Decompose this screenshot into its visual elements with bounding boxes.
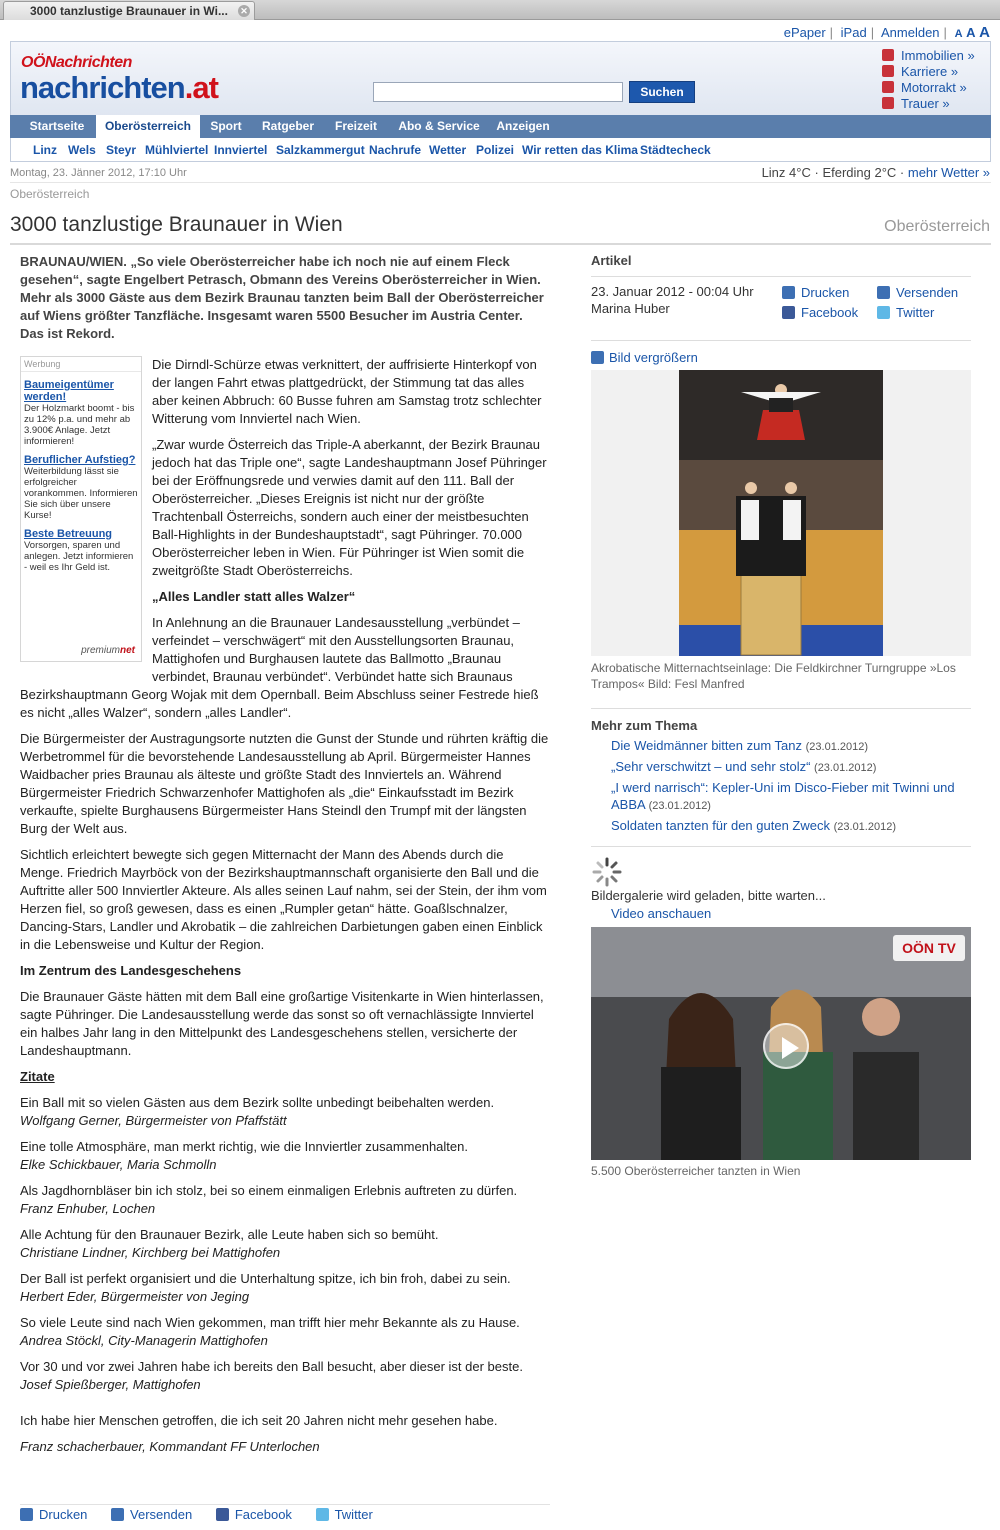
- quote-author: Christiane Lindner, Kirchberg bei Mattighofen: [20, 1245, 281, 1260]
- oon-tv-logo: OÖN TV: [893, 935, 965, 961]
- video-link[interactable]: Video anschauen: [611, 906, 712, 921]
- epaper-link[interactable]: ePaper: [783, 25, 826, 40]
- tab-close-icon[interactable]: ✕: [238, 5, 250, 17]
- login-link[interactable]: Anmelden: [881, 25, 940, 40]
- sub-nav: [10, 138, 991, 162]
- divider: [591, 340, 971, 341]
- person-icon: [882, 65, 894, 77]
- font-size-small-button[interactable]: A: [954, 28, 963, 40]
- browser-tab[interactable]: [3, 1, 255, 20]
- divider: [591, 846, 971, 847]
- divider: [10, 182, 991, 183]
- related-date: (23.01.2012): [648, 800, 711, 812]
- photo-caption: Akrobatische Mitternachtseinlage: Die Feldkirchner Turngruppe »Los Trampos« Bild: Fesl Manfred: [591, 661, 956, 691]
- related-date: (23.01.2012): [833, 821, 896, 833]
- share-col-2: [877, 283, 958, 323]
- related-date: (23.01.2012): [814, 762, 877, 774]
- nav-abo-service[interactable]: Abo & Service: [398, 119, 480, 133]
- house-icon: [882, 49, 894, 61]
- breadcrumb[interactable]: Oberösterreich: [10, 187, 90, 201]
- quote-author: Andrea Stöckl, City-Managerin Mattighofen: [20, 1333, 268, 1348]
- video-caption: 5.500 Oberösterreicher tanzten in Wien: [591, 1164, 801, 1178]
- article-subheading: Zitate: [20, 1069, 55, 1084]
- play-button[interactable]: [763, 1023, 809, 1069]
- dateline: Montag, 23. Jänner 2012, 17:10 Uhr: [10, 167, 187, 179]
- send-button[interactable]: Versenden: [111, 1507, 192, 1522]
- ad-title-link[interactable]: Beste Betreuung: [24, 528, 113, 540]
- share-bar-bottom: [20, 1504, 550, 1522]
- weather-city-1: Linz: [761, 165, 786, 180]
- logo-name: nachrichten: [20, 70, 185, 105]
- ipad-link[interactable]: iPad: [840, 25, 867, 40]
- article-info-head: Artikel: [591, 253, 632, 268]
- quote: [20, 1094, 550, 1130]
- twitter-button[interactable]: Twitter: [316, 1507, 373, 1522]
- font-size-large-button[interactable]: A: [979, 24, 990, 41]
- font-size-medium-button[interactable]: A: [966, 25, 976, 40]
- print-icon: [20, 1508, 33, 1521]
- article-paragraph: In Anlehnung an die Braunauer Landesausstellung „verbündet – verfeindet – verschwägert“ mit den Ausstellungsorten Braunau, Mattighofen und Burghausen lautete das Ballmotto „Braunau verbindet, Braunau verbündet“. Verbündet hatte sich Braunaus: [152, 615, 520, 684]
- list-item: [611, 779, 971, 815]
- share-col-1: [782, 283, 858, 323]
- ad-brand-logo: premiumnet: [81, 645, 135, 656]
- nav-anzeigen[interactable]: Anzeigen: [496, 119, 550, 133]
- quote-author: Herbert Eder, Bürgermeister von Jeging: [20, 1289, 250, 1304]
- subnav-wetter[interactable]: Wetter: [429, 143, 467, 157]
- subnav-staedtecheck[interactable]: Städtecheck: [640, 143, 711, 157]
- weather-city-2: Eferding: [822, 165, 871, 180]
- quote-text: Vor 30 und vor zwei Jahren habe ich bereits den Ball besucht, aber dieser ist der beste.: [20, 1359, 523, 1374]
- article-paragraph: Die Braunauer Gäste hätten mit dem Ball eine großartige Visitenkarte in Wien hinterlassen, sagte Pühringer. Die Landesausstellung werde das sonst so oft vernachlässigte Innviertel ein halbes Jahr lang in den Mittelpunkt des Landesgeschehens stellen, versicherte der Landeshauptmann.: [20, 989, 544, 1058]
- weather-bar: Linz 4°C · Eferding 2°C · mehr Wetter »: [761, 165, 990, 180]
- nav-startseite[interactable]: Startseite: [29, 119, 85, 133]
- nav-ratgeber[interactable]: Ratgeber: [261, 119, 314, 133]
- related-date: (23.01.2012): [805, 741, 869, 753]
- article-paragraph: Bezirkshauptmann Georg Wojak mit dem Opernball. Beim Abschluss seiner Festrede hieß es nicht „alles Walzer“, sondern „alles Landler“.: [20, 687, 539, 720]
- mail-icon: [877, 286, 890, 299]
- quote-text: Eine tolle Atmosphäre, man merkt richtig, wie die Innviertler zusammenhalten.: [20, 1139, 468, 1154]
- zoom-icon: [591, 351, 604, 364]
- send-button[interactable]: Versenden: [877, 283, 958, 303]
- more-weather-link[interactable]: mehr Wetter »: [907, 165, 990, 180]
- quote-text: Ich habe hier Menschen getroffen, die ich seit 20 Jahren nicht mehr gesehen habe.: [20, 1413, 498, 1428]
- subnav-polizei[interactable]: Polizei: [476, 143, 515, 157]
- trauer-link[interactable]: Trauer »: [901, 96, 950, 111]
- twitter-icon: [316, 1508, 329, 1521]
- print-icon: [782, 286, 795, 299]
- quote-author: Franz schacherbauer, Kommandant FF Unterlochen: [20, 1439, 320, 1454]
- related-link[interactable]: „Sehr verschwitzt – und sehr stolz“: [611, 759, 811, 774]
- quote-text: Alle Achtung für den Braunauer Bezirk, alle Leute haben sich so bemüht.: [20, 1227, 439, 1242]
- logo-oon[interactable]: OÖNachrichten: [21, 54, 132, 71]
- print-button[interactable]: Drucken: [782, 283, 858, 303]
- mail-icon: [111, 1508, 124, 1521]
- article-subheading: „Alles Landler statt alles Walzer“: [152, 589, 356, 604]
- enlarge-image-link[interactable]: Bild vergrößern: [591, 350, 698, 365]
- quote-author: Wolfgang Gerner, Bürgermeister von Pfaffstätt: [20, 1113, 287, 1128]
- ad-text: Vorsorgen, sparen und anlegen. Jetzt informieren - weil es Ihr Geld ist.: [24, 540, 134, 573]
- main-nav: [10, 115, 991, 138]
- quote: [20, 1358, 550, 1394]
- subnav-klima[interactable]: Wir retten das Klima: [522, 143, 638, 157]
- quote-text: Als Jagdhornbläser bin ich stolz, bei so einem einmaligen Erlebnis auftreten zu dürfen.: [20, 1183, 518, 1198]
- subnav-wels[interactable]: Wels: [68, 143, 96, 157]
- facebook-icon: [216, 1508, 229, 1521]
- subnav-nachrufe[interactable]: Nachrufe: [369, 143, 422, 157]
- list-item: [611, 737, 971, 756]
- quote-author: Franz Enhuber, Lochen: [20, 1201, 156, 1216]
- article-author: Marina Huber: [591, 301, 670, 316]
- search-input[interactable]: [373, 82, 623, 102]
- article-photo[interactable]: [591, 370, 971, 656]
- ad-title-link[interactable]: Baumeigentümer werden!: [24, 379, 114, 403]
- quote: [20, 1226, 550, 1262]
- weather-temp-2: 2°C: [874, 165, 897, 180]
- quote: [20, 1314, 550, 1350]
- karriere-link[interactable]: Karriere »: [901, 64, 959, 79]
- facebook-button[interactable]: Facebook: [216, 1507, 292, 1522]
- quote: [20, 1138, 550, 1174]
- related-head: Mehr zum Thema: [591, 718, 698, 733]
- car-icon: [882, 81, 894, 93]
- subnav-muehlviertel[interactable]: Mühlviertel: [145, 143, 209, 157]
- ad-item: [21, 454, 141, 521]
- nav-oberoesterreich[interactable]: Oberösterreich: [96, 115, 200, 139]
- logo-tld: .at: [184, 70, 218, 105]
- ad-box: [20, 356, 142, 662]
- related-list: [611, 737, 971, 838]
- top-links: ePaper | iPad | Anmelden | A A A: [783, 24, 990, 41]
- twitter-button[interactable]: Twitter: [877, 303, 958, 323]
- browser-tab-strip: [0, 0, 1000, 20]
- list-item: [611, 758, 971, 777]
- list-item: [611, 817, 971, 836]
- article-date: 23. Januar 2012 - 00:04 Uhr: [591, 284, 754, 299]
- divider: [10, 243, 991, 245]
- quote: [20, 1412, 550, 1456]
- quote-text: Der Ball ist perfekt organisiert und die Unterhaltung spitze, ich bin froh, dabei zu sein.: [20, 1271, 511, 1286]
- subnav-salzkammergut[interactable]: Salzkammergut: [276, 143, 365, 157]
- divider: [591, 276, 971, 277]
- twitter-icon: [877, 306, 890, 319]
- article-paragraph: „Zwar wurde Österreich das Triple-A aberkannt, der Bezirk Braunau jedoch hat das Triple one“, sagte Landeshauptmann Josef Pühringer bei der Eröffnungsrede und verwies damit auf den 111. Ball der Oberösterreicher. „Dieses Ereignis ist nicht nur der größte Trachtenball Österreichs, sondern auch einer der meistbesuchten Ball-Highlights in der Bundeshauptstadt“, sagt Pühringer. 70.000 Oberösterreicher leben in Wien. Für Pühringer ist Wien somit die zweitgrößte Stadt Oberösterreichs.: [152, 437, 547, 578]
- quote-author: Elke Schickbauer, Maria Schmolln: [20, 1157, 217, 1172]
- nav-freizeit[interactable]: Freizeit: [334, 119, 377, 133]
- facebook-icon: [782, 306, 795, 319]
- section-label: Oberösterreich: [884, 218, 990, 235]
- ad-text: Der Holzmarkt boomt - bis zu 12% p.a. und mehr ab 3.900€ Anlage. Jetzt informieren!: [24, 403, 135, 447]
- related-link[interactable]: Soldaten tanzten für den guten Zweck: [611, 818, 830, 833]
- subnav-linz[interactable]: Linz: [33, 143, 57, 157]
- page-title: 3000 tanzlustige Braunauer in Wien: [10, 213, 343, 236]
- site-header: [10, 41, 991, 116]
- facebook-button[interactable]: Facebook: [782, 303, 858, 323]
- quote-author: Josef Spießberger, Mattighofen: [20, 1377, 201, 1392]
- logo-nachrichten[interactable]: [20, 70, 218, 106]
- ad-item: [21, 379, 141, 447]
- quote-text: Ein Ball mit so vielen Gästen aus dem Bezirk sollte unbedingt beibehalten werden.: [20, 1095, 495, 1110]
- subnav-innviertel[interactable]: Innviertel: [214, 143, 268, 157]
- loading-spinner-icon: [591, 856, 623, 888]
- article-lead: BRAUNAU/WIEN. „So viele Oberösterreicher habe ich noch nie auf einem Fleck gesehen“, sagte Engelbert Petrasch, Obmann des Vereins Oberösterreicher in Wien. Mehr als 3000 Gäste aus dem Bezirk Braunau tanzten beim Ball der Oberösterreicher auf Wiens größter Tanzfläche. Insgesamt waren 5500 Besucher im Austria Center. Das ist Rekord.: [20, 254, 544, 341]
- ad-title-link[interactable]: Beruflicher Aufstieg?: [24, 454, 136, 466]
- tab-title: 3000 tanzlustige Braunauer in Wi...: [30, 4, 228, 18]
- ad-text: Weiterbildung lässt sie erfolgreicher vorankommen. Informieren Sie sich über unsere Kurse!: [24, 466, 138, 521]
- gallery-loading-text: Bildergalerie wird geladen, bitte warten...: [591, 888, 826, 903]
- print-button[interactable]: Drucken: [20, 1507, 87, 1522]
- related-link[interactable]: „I werd narrisch“: Kepler-Uni im Disco-Fieber mit Twinni und ABBA: [611, 780, 955, 812]
- quote: [20, 1270, 550, 1306]
- service-links: [882, 48, 975, 112]
- related-link[interactable]: Die Weidmänner bitten zum Tanz: [611, 738, 803, 753]
- article-meta: [591, 283, 754, 317]
- acrobatics-photo: [591, 370, 971, 656]
- play-icon: [765, 1025, 811, 1071]
- subnav-steyr[interactable]: Steyr: [106, 143, 137, 157]
- article-paragraph: Die Bürgermeister der Austragungsorte nutzten die Gunst der Stunde und rührten kräftig die Werbetrommel für die bevorstehende Landesausstellung ab April. Bürgermeister Hannes Waidbacher pries Braunau als älteste und größte Stadt des Innviertels an. Während Bürgermeister Friedrich Schwarzenhofer Mattighofen als „die“ Einkaufsstadt im Bezirk verkaufte, spielte Burghausens Bürgermeister Hans Steindl den Trumpf mit der längsten Burg der Welt aus.: [20, 731, 549, 836]
- article-subheading: Im Zentrum des Landesgeschehens: [20, 963, 242, 978]
- video-player[interactable]: [591, 927, 971, 1160]
- article-paragraph: Sichtlich erleichtert bewegte sich gegen Mitternacht der Mann des Abends durch die Menge. Friedrich Mayrböck von der Bezirkshauptmannschaft organisierte den Ball und die Auftritte aller 500 Innviertler Akteure. Als alles seinen Lauf nahm, sei der Stein, der ihm vom Herzen fiel, so groß gewesen, dass es einen „Rumpler getan“ hätte. Goaßlschnalzer, Dancing-Stars, Landler und Akrobatik – die zahlreichen Darbietungen gaben einen Einblick in die Lebensweise und Kultur der Region.: [20, 847, 547, 952]
- article-paragraph: Die Dirndl-Schürze etwas verknittert, der auffrisierte Hinterkopf von der langen Fahrt etwas plattgedrückt, der Stimmung tat das alles aber keinen Abbruch: 60 Busse fuhren am Samstag trotz schlechter Witterung vom Innviertel nach Wien.: [152, 357, 542, 426]
- quote-text: So viele Leute sind nach Wien gekommen, man trifft hier mehr Bekannte als zu Hause.: [20, 1315, 520, 1330]
- quote: [20, 1182, 550, 1218]
- search-button[interactable]: Suchen: [629, 81, 695, 103]
- notice-icon: [882, 97, 894, 109]
- ad-label: Werbung: [21, 357, 141, 372]
- motormarkt-link[interactable]: Motorrakt »: [901, 80, 967, 95]
- ad-item: [21, 528, 141, 573]
- divider: [591, 708, 971, 709]
- weather-temp-1: 4°C: [789, 165, 811, 180]
- nav-sport[interactable]: Sport: [210, 119, 242, 133]
- immobilien-link[interactable]: Immobilien »: [901, 48, 975, 63]
